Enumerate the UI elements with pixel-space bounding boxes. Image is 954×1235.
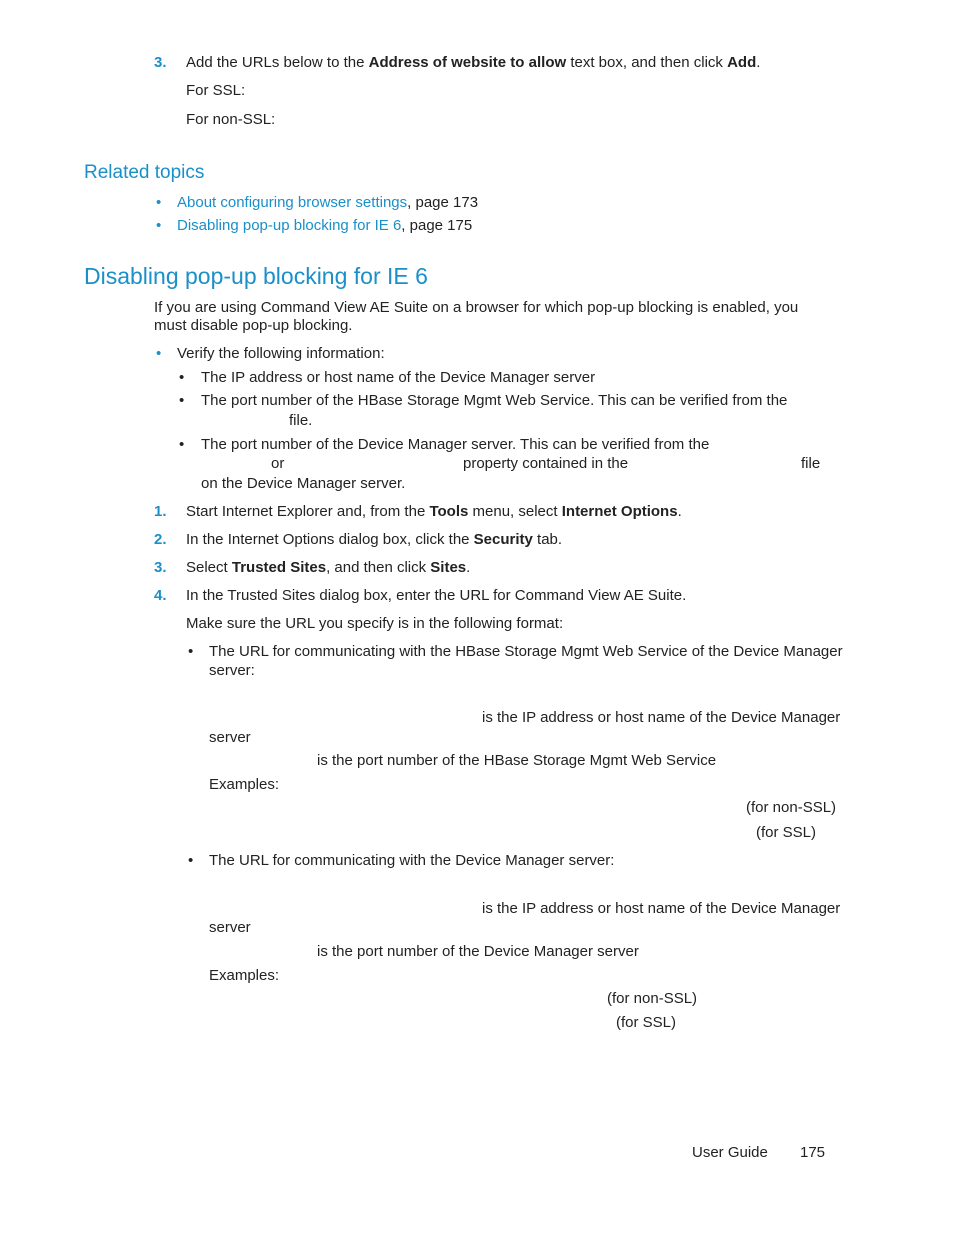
verify-item-dm-port: The port number of the Device Manager server. This can be verified from the — [201, 436, 710, 453]
dm-examples: Examples: — [209, 967, 280, 984]
section-title: Disabling pop-up blocking for IE 6 — [84, 263, 428, 289]
bullet-icon: • — [179, 369, 185, 386]
verify-file: file — [801, 455, 821, 472]
for-ssl-label: For SSL: — [186, 82, 246, 99]
bullet-icon: • — [156, 194, 162, 211]
page-number: 175 — [800, 1144, 826, 1161]
step-1-text: Start Internet Explorer and, from the Tools menu, select Internet Options. — [186, 503, 682, 520]
related-item: About configuring browser settings, page 173 — [177, 194, 479, 211]
related-link-popup-blocking[interactable]: Disabling pop-up blocking for IE 6 — [177, 217, 402, 234]
verify-or: or — [271, 455, 285, 472]
verify-on-server: on the Device Manager server. — [201, 475, 406, 492]
dm-ip-desc: is the IP address or host name of the Device Manager — [482, 900, 841, 917]
dm-url-line-1: The URL for communicating with the Device Manager server: — [209, 852, 615, 869]
verify-item-hbase-port: The port number of the HBase Storage Mgmt Web Service. This can be verified from the — [201, 392, 788, 409]
step-number: 2. — [154, 531, 167, 548]
related-item: Disabling pop-up blocking for IE 6, page 175 — [177, 217, 473, 234]
related-topics-heading: Related topics — [84, 162, 205, 183]
format-note: Make sure the URL you specify is in the following format: — [186, 615, 564, 632]
step-4-text: In the Trusted Sites dialog box, enter the URL for Command View AE Suite. — [186, 587, 687, 604]
bullet-icon: • — [188, 852, 194, 869]
hbase-examples: Examples: — [209, 776, 280, 793]
step-number: 3. — [154, 54, 167, 71]
hbase-non-ssl-note: (for non-SSL) — [746, 799, 837, 816]
bullet-icon: • — [179, 392, 185, 409]
step-number: 3. — [154, 559, 167, 576]
hbase-port-desc: is the port number of the HBase Storage Mgmt Web Service — [317, 752, 717, 769]
verify-item-hbase-file: file. — [289, 412, 313, 429]
hbase-url-line-1: The URL for communicating with the HBase Storage Mgmt Web Service of the Device Manager — [209, 643, 843, 660]
bullet-icon: • — [188, 643, 194, 660]
intro-line-2: must disable pop-up blocking. — [154, 317, 353, 334]
bullet-icon: • — [179, 436, 185, 453]
dm-non-ssl-note: (for non-SSL) — [607, 990, 698, 1007]
verify-label: Verify the following information: — [177, 345, 385, 362]
hbase-url-line-2: server: — [209, 662, 255, 679]
footer-label: User Guide — [692, 1144, 768, 1161]
step-text: Add the URLs below to the Address of website to allow text box, and then click Add. — [186, 54, 761, 71]
bullet-icon: • — [156, 345, 162, 362]
dm-port-desc: is the port number of the Device Manager server — [317, 943, 639, 960]
dm-server: server — [209, 919, 251, 936]
verify-property: property contained in the — [463, 455, 629, 472]
hbase-ssl-note: (for SSL) — [756, 824, 817, 841]
intro-line-1: If you are using Command View AE Suite on a browser for which pop-up blocking is enabled, you — [154, 299, 799, 316]
dm-ssl-note: (for SSL) — [616, 1014, 677, 1031]
bullet-icon: • — [156, 217, 162, 234]
for-non-ssl-label: For non-SSL: — [186, 111, 276, 128]
verify-item-ip: The IP address or host name of the Device Manager server — [201, 369, 596, 386]
hbase-ip-desc: is the IP address or host name of the Device Manager — [482, 709, 841, 726]
hbase-server: server — [209, 729, 251, 746]
related-link-browser-settings[interactable]: About configuring browser settings — [177, 194, 408, 211]
step-number: 1. — [154, 503, 167, 520]
step-2-text: In the Internet Options dialog box, click the Security tab. — [186, 531, 563, 548]
step-3-text: Select Trusted Sites, and then click Sites. — [186, 559, 471, 576]
step-number: 4. — [154, 587, 167, 604]
